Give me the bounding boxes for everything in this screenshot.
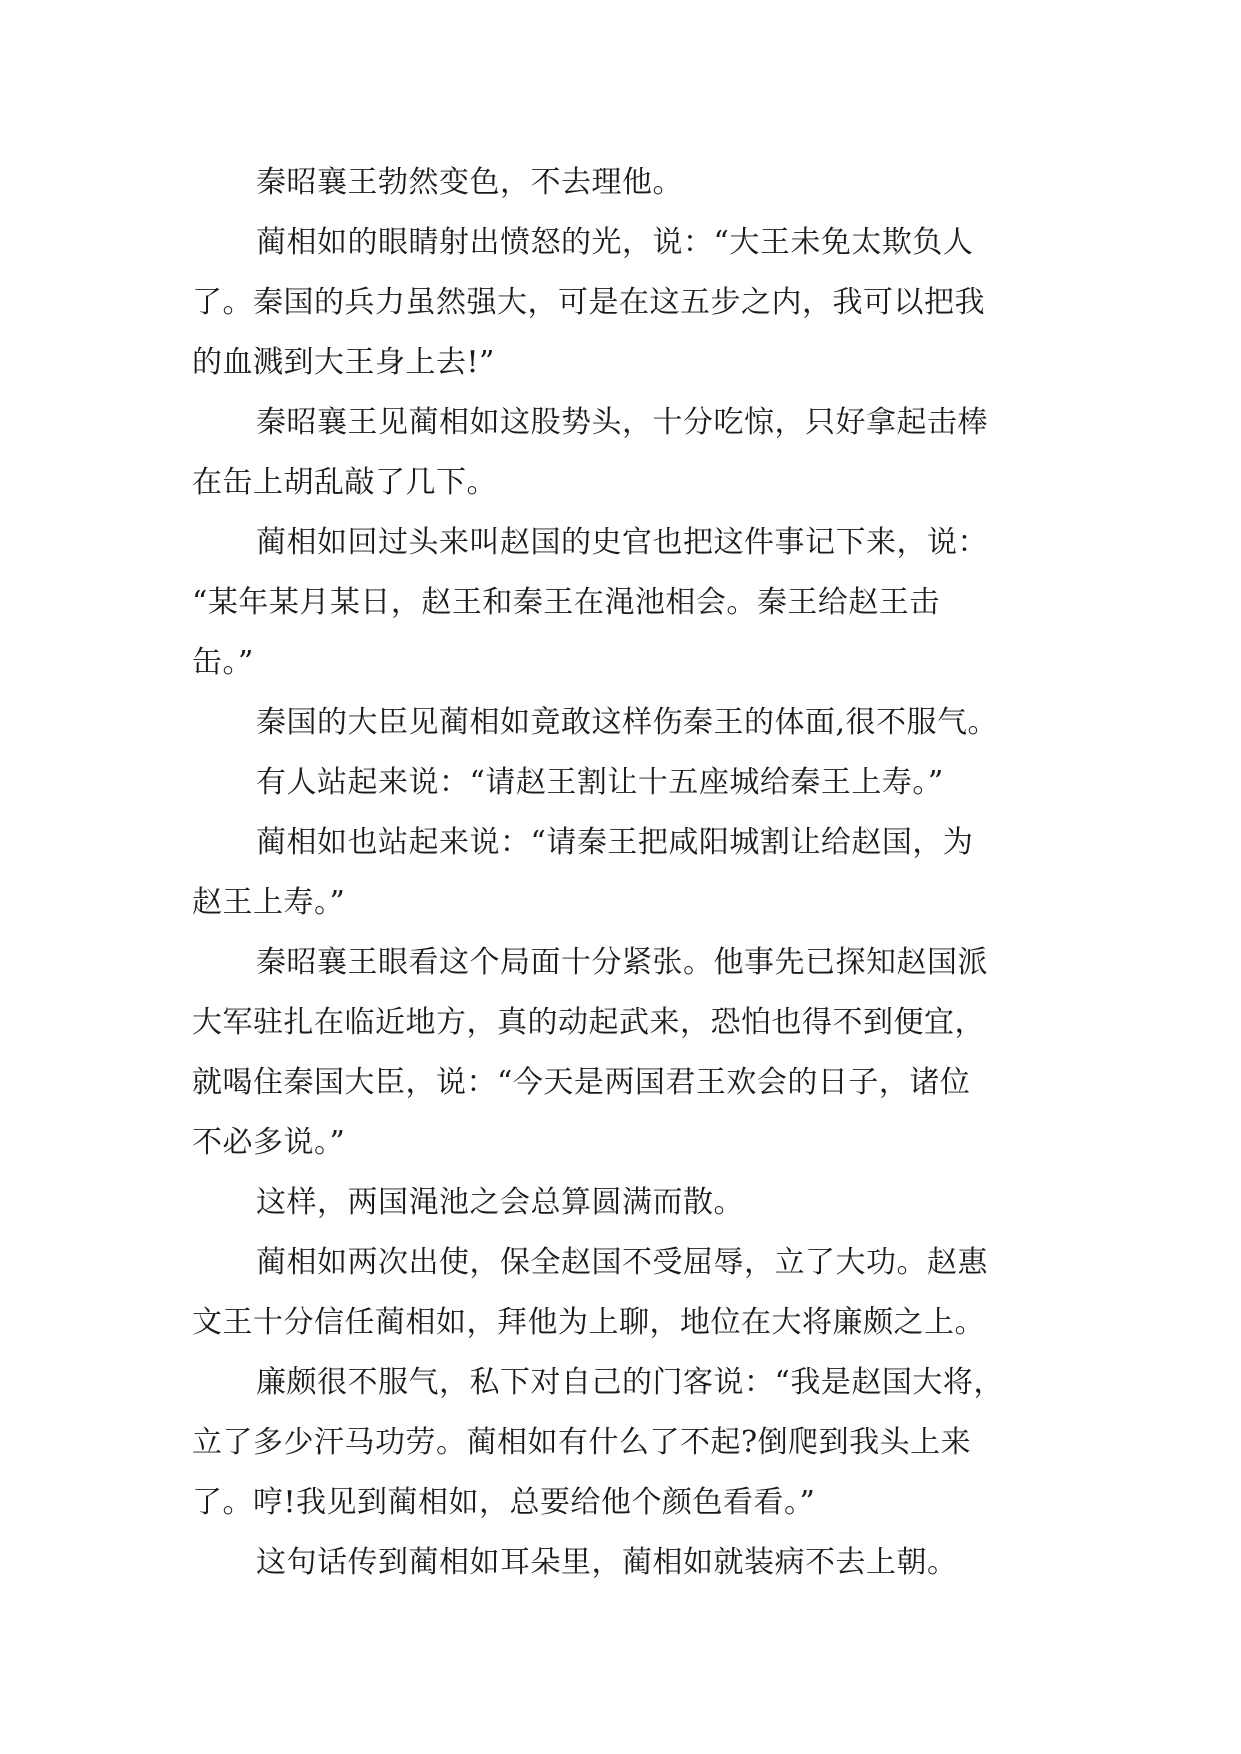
text-line: 秦昭襄王眼看这个局面十分紧张。他事先已探知赵国派 [256, 945, 988, 980]
text-line: 秦昭襄王勃然变色，不去理他。 [256, 165, 683, 200]
text-line: 有人站起来说：“请赵王割让十五座城给秦王上寿。” [256, 765, 944, 800]
text-line: 蔺相如回过头来叫赵国的史官也把这件事记下来，说： [256, 525, 988, 560]
text-line: 的血溅到大王身上去!” [192, 345, 495, 380]
text-line: 秦昭襄王见蔺相如这股势头，十分吃惊，只好拿起击棒 [256, 405, 988, 440]
text-line: 在缶上胡乱敲了几下。 [192, 465, 497, 500]
text-line: 赵王上寿。” [192, 885, 346, 920]
text-line: 不必多说。” [192, 1125, 346, 1160]
text-line: 缶。” [192, 645, 254, 680]
text-line: 这样，两国渑池之会总算圆满而散。 [256, 1185, 744, 1220]
text-line: “某年某月某日，赵王和秦王在渑池相会。秦王给赵王击 [192, 585, 940, 620]
text-line: 秦国的大臣见蔺相如竟敢这样伤秦王的体面,很不服气。 [256, 705, 999, 740]
text-line: 蔺相如的眼睛射出愤怒的光，说：“大王未免太欺负人 [256, 225, 974, 260]
text-line: 廉颇很不服气，私下对自己的门客说：“我是赵国大将， [256, 1365, 1004, 1400]
text-line: 立了多少汗马功劳。蔺相如有什么了不起?倒爬到我头上来 [192, 1425, 972, 1460]
body-text [192, 153, 1052, 1593]
text-line: 这句话传到蔺相如耳朵里，蔺相如就装病不去上朝。 [256, 1545, 958, 1580]
text-line: 了。秦国的兵力虽然强大，可是在这五步之内，我可以把我 [192, 285, 985, 320]
text-line: 大军驻扎在临近地方，真的动起武来，恐怕也得不到便宜， [192, 1005, 985, 1040]
text-line: 了。哼!我见到蔺相如，总要给他个颜色看看。” [192, 1485, 816, 1520]
text-line: 蔺相如也站起来说：“请秦王把咸阳城割让给赵国，为 [256, 825, 974, 860]
text-line: 就喝住秦国大臣，说：“今天是两国君王欢会的日子，诸位 [192, 1065, 971, 1100]
text-line: 文王十分信任蔺相如，拜他为上聊，地位在大将廉颇之上。 [192, 1305, 985, 1340]
text-line: 蔺相如两次出使，保全赵国不受屈辱，立了大功。赵惠 [256, 1245, 988, 1280]
